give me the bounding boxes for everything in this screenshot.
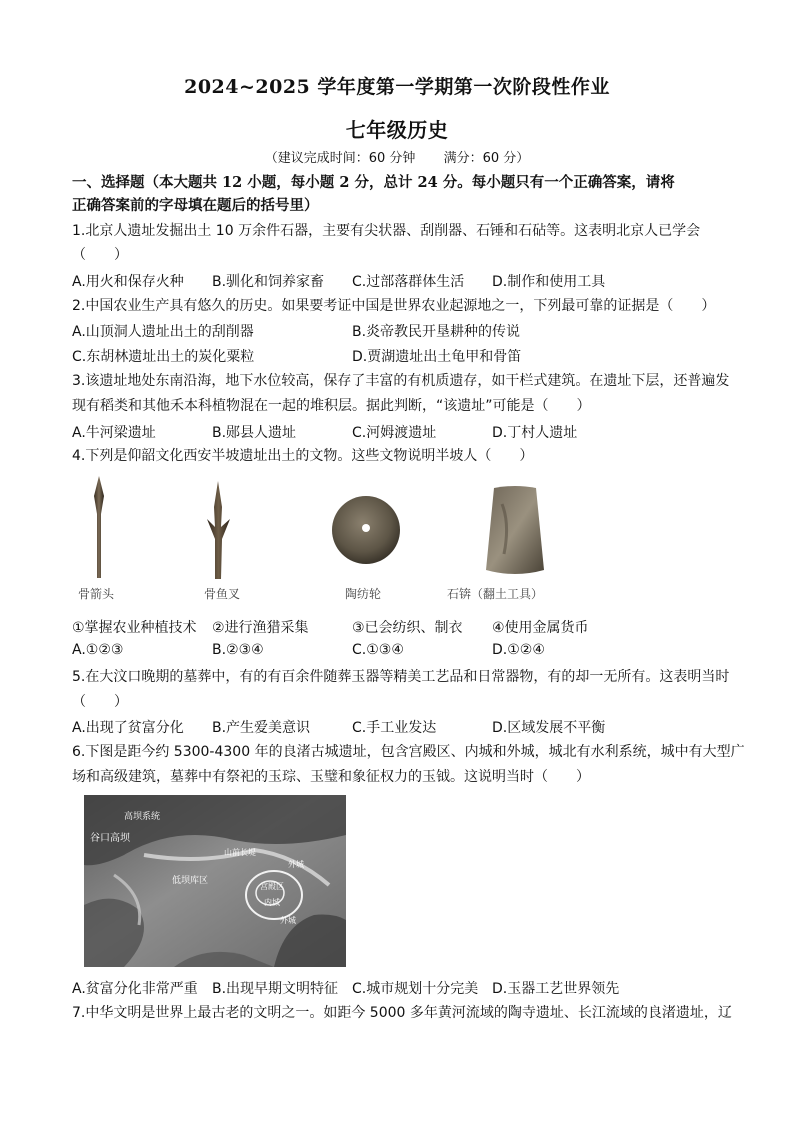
suggested-time: （建议完成时间：60 分钟 [264, 151, 416, 166]
pottery-spindle-whorl-image [330, 494, 402, 566]
q4-options [72, 642, 732, 662]
q2-option-a[interactable]: A.山顶洞人遗址出土的刮削器 [72, 324, 254, 340]
q3-option-c[interactable]: C.河姆渡遗址 [352, 425, 437, 441]
q5-option-b[interactable]: B.产生爱美意识 [212, 720, 311, 736]
map-label-palace-area: 宫殿区 [260, 882, 284, 891]
q2-options-row-2 [72, 346, 732, 366]
liangzhu-site-map [84, 795, 346, 967]
q3-option-b[interactable]: B.郧县人遗址 [212, 425, 297, 441]
q1-option-d[interactable]: D.制作和使用工具 [492, 274, 606, 290]
q6-option-b[interactable]: B.出现早期文明特征 [212, 981, 339, 997]
full-score: 满分：60 分） [443, 151, 530, 166]
q6-options [72, 978, 732, 998]
q6-stem-line-2: 场和高级建筑，墓葬中有祭祀的玉琮、玉璧和象征权力的玉钺。这说明当时（ ） [72, 769, 590, 785]
section-heading-line-1: 一、选择题（本大题共 12 小题，每小题 2 分，总计 24 分。每小题只有一个正确答案，请将 [72, 174, 675, 191]
map-label-low-dam-reservoir: 低坝库区 [172, 876, 209, 886]
q4-statement-3: ③已会纺织、制衣 [352, 620, 463, 636]
q2-stem: 2.中国农业生产具有悠久的历史。如果要考证中国是世界农业起源地之一，下列最可靠的证据是（ ） [72, 298, 716, 314]
q2-option-d[interactable]: D.贾湖遗址出土龟甲和骨笛 [352, 349, 522, 365]
q1-options [72, 271, 732, 291]
q2-options-row-1 [72, 321, 732, 341]
q1-option-a[interactable]: A.用火和保存火种 [72, 274, 184, 290]
stone-adze-image [482, 484, 548, 578]
q4-statement-2: ②进行渔猎采集 [212, 620, 309, 636]
q4-option-d[interactable]: D.①②④ [492, 642, 545, 658]
q4-option-c[interactable]: C.①③④ [352, 642, 404, 658]
q2-option-b[interactable]: B.炎帝教民开垦耕种的传说 [352, 324, 521, 340]
q4-statement-4: ④使用金属货币 [492, 620, 589, 636]
bone-harpoon-image [198, 479, 238, 584]
exam-subtitle: 七年级历史 [345, 118, 449, 142]
caption-bone-arrowhead: 骨箭头 [78, 587, 115, 601]
exam-title: 2024~2025 学年度第一学期第一次阶段性作业 [184, 76, 610, 98]
q3-option-a[interactable]: A.牛河梁遗址 [72, 425, 156, 441]
caption-spindle-whorl: 陶纺轮 [345, 587, 382, 601]
map-label-mountain-long-dike: 山前长堤 [224, 848, 256, 857]
map-label-outer-city-south: 外城 [280, 916, 296, 925]
q1-stem-line-2: （ ） [72, 247, 128, 263]
q4-statements [72, 617, 732, 637]
q4-option-a[interactable]: A.①②③ [72, 642, 124, 658]
exam-meta [0, 147, 794, 166]
q2-option-c[interactable]: C.东胡林遗址出土的炭化粟粒 [72, 349, 255, 365]
q6-stem-line-1: 6.下图是距今约 5300-4300 年的良渚古城遗址，包含宫殿区、内城和外城，城北有水利系统，城中有大型广 [72, 744, 745, 760]
q4-statement-1: ①掌握农业种植技术 [72, 620, 197, 636]
q3-stem-line-1: 3.该遗址地处东南沿海，地下水位较高，保存了丰富的有机质遗存，如干栏式建筑。在遗址下层，还普遍发 [72, 373, 730, 389]
map-label-valley-high-dam: 谷口高坝 [90, 833, 130, 844]
q7-stem-line-1: 7.中华文明是世界上最古老的文明之一。如距今 5000 多年黄河流域的陶寺遗址、长江流域的良渚遗址，辽 [72, 1005, 732, 1021]
q5-option-a[interactable]: A.出现了贫富分化 [72, 720, 184, 736]
q1-option-b[interactable]: B.驯化和饲养家畜 [212, 274, 325, 290]
map-label-outer-city-north: 外城 [288, 860, 304, 869]
q5-option-c[interactable]: C.手工业发达 [352, 720, 437, 736]
q5-option-d[interactable]: D.区域发展不平衡 [492, 720, 606, 736]
q1-option-c[interactable]: C.过部落群体生活 [352, 274, 465, 290]
q6-option-c[interactable]: C.城市规划十分完美 [352, 981, 479, 997]
q5-options [72, 717, 732, 737]
map-label-inner-city: 内城 [264, 898, 280, 907]
q6-option-a[interactable]: A.贫富分化非常严重 [72, 981, 198, 997]
q1-stem-line-1: 1.北京人遗址发掘出土 10 万余件石器，主要有尖状器、刮削器、石锤和石砧等。这表明北京人已学会 [72, 223, 701, 239]
q6-option-d[interactable]: D.玉器工艺世界领先 [492, 981, 620, 997]
q3-options [72, 422, 732, 442]
caption-bone-harpoon: 骨鱼叉 [204, 587, 241, 601]
q5-stem-line-2: （ ） [72, 694, 128, 710]
caption-stone-adze: 石锛（翻土工具） [447, 587, 544, 601]
map-label-high-dam-system: 高坝系统 [124, 812, 161, 822]
q5-stem-line-1: 5.在大汶口晚期的墓葬中，有的有百余件随葬玉器等精美工艺品和日常器物，有的却一无所有。这表明当时 [72, 669, 730, 685]
section-heading-line-2: 正确答案前的字母填在题后的括号里） [72, 197, 319, 214]
q4-option-b[interactable]: B.②③④ [212, 642, 264, 658]
q4-stem: 4.下列是仰韶文化西安半坡遗址出土的文物。这些文物说明半坡人（ ） [72, 448, 534, 464]
bone-arrowhead-image [84, 474, 114, 584]
q3-stem-line-2: 现有稻类和其他禾本科植物混在一起的堆积层。据此判断，“该遗址”可能是（ ） [72, 398, 591, 414]
q3-option-d[interactable]: D.丁村人遗址 [492, 425, 578, 441]
